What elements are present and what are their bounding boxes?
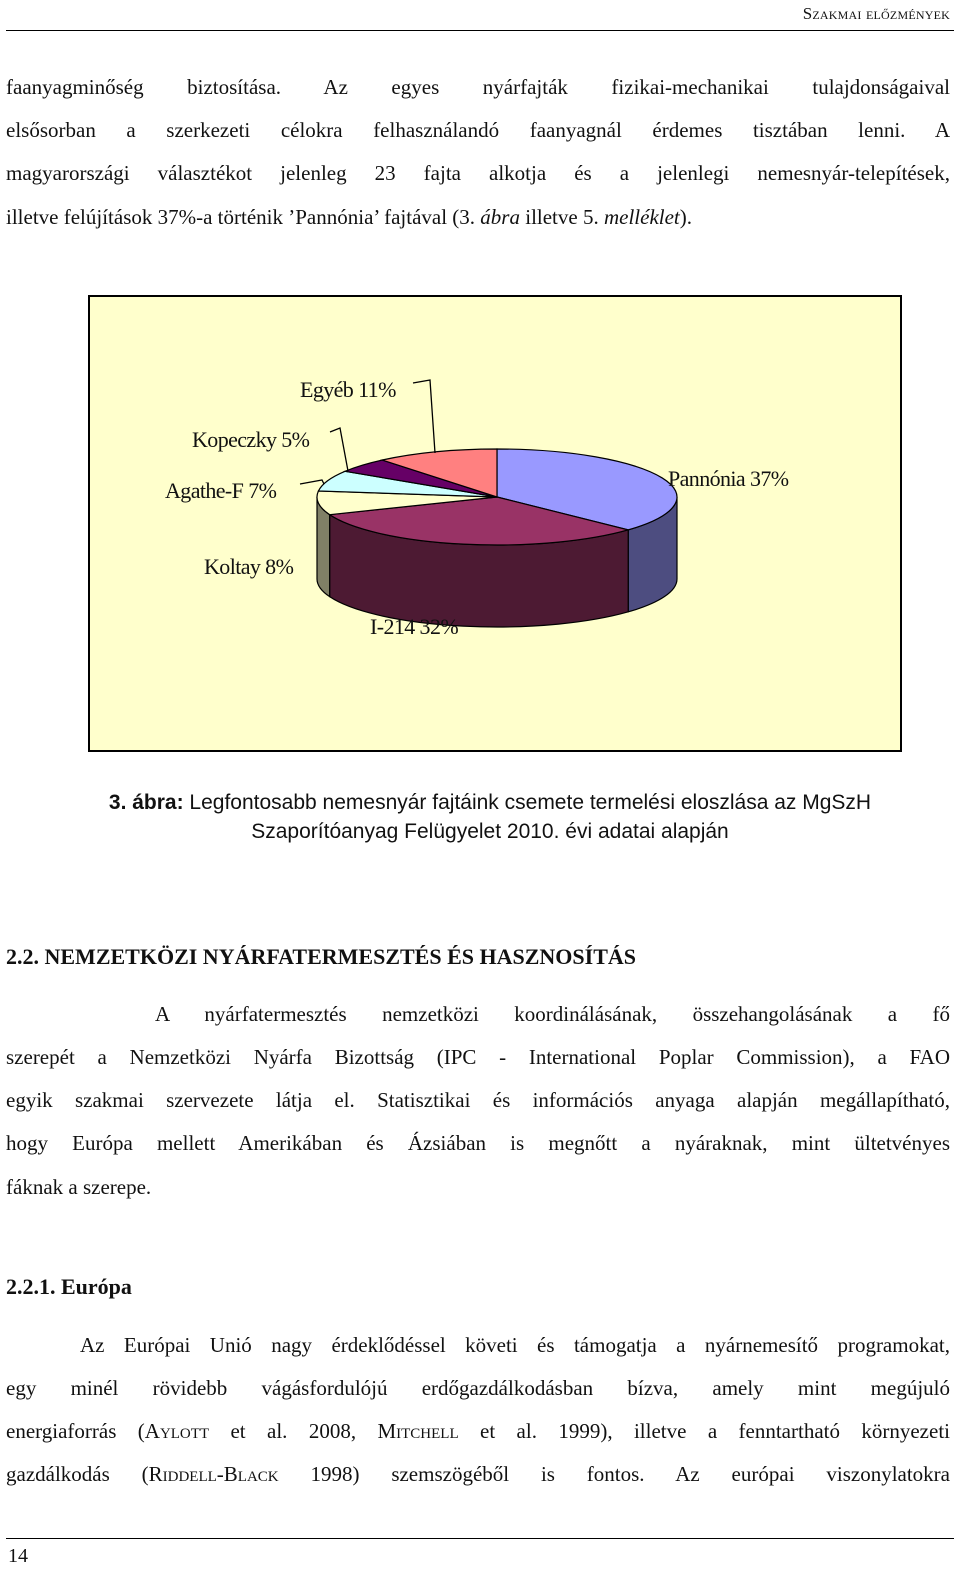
leader-line-egyéb [413, 380, 435, 453]
paragraph-line: szerepét a Nemzetközi Nyárfa Bizottság (IPC - International Poplar Commission), a FAO [6, 1045, 950, 1069]
text: et al. 1999), illetve a fenntartható környezeti [458, 1419, 950, 1443]
intro-text: ). [679, 205, 693, 229]
paragraph-line [6, 1453, 950, 1496]
text: gazdálkodás (R [6, 1462, 163, 1486]
footer-rule [6, 1538, 954, 1539]
pie-chart-frame [88, 295, 902, 752]
paragraph-line-last: fáknak a szerepe. [6, 1175, 152, 1199]
figure-number: 3. ábra: [108, 791, 184, 814]
figure-caption-line1 [0, 788, 960, 817]
figure-caption-line2: Szaporítóanyag Felügyelet 2010. évi adatai alapján [251, 820, 729, 843]
header-rule [6, 30, 954, 31]
paragraph-line: egyik szakmai szervezete látja el. Statisztikai és információs anyaga alapján megállapítható, [6, 1088, 950, 1112]
intro-text: illetve felújítások 37%-a történik ’Pannónia’ fajtával (3. [6, 205, 481, 229]
intro-line: faanyagminőség biztosítása. Az egyes nyárfajták fizikai-mechanikai tulajdonságaival [6, 75, 950, 99]
paragraph-line: Az Európai Unió nagy érdeklődéssel követi és támogatja a nyárnemesítő programokat, [80, 1333, 950, 1357]
text: et al. 2008, M [209, 1419, 397, 1443]
text: energiaforrás (A [6, 1419, 160, 1443]
author-name: lack [237, 1462, 279, 1486]
intro-line: elsősorban a szerkezeti célokra felhasználandó faanyagnál érdemes tisztában lenni. A [6, 118, 950, 142]
leader-line-kopeczky [330, 428, 348, 471]
paragraph-line: hogy Európa mellett Amerikában és Ázsiában is megnőtt a nyáraknak, mint ültetvényes [6, 1131, 950, 1155]
leader-line-agathe-f [300, 480, 324, 484]
caption-text: Legfontosabb nemesnyár fajtáink csemete termelési eloszlása az MgSzH [183, 791, 872, 814]
pie-label-i-214: I-214 32% [370, 614, 459, 640]
pie-chart [90, 297, 900, 750]
pie-label-agathe-f: Agathe-F 7% [165, 478, 277, 504]
intro-text: illetve 5. [519, 205, 604, 229]
intro-line-last [6, 196, 950, 239]
paragraph-line: A nyárfatermesztés nemzetközi koordinálásának, összehangolásának a fő [155, 1002, 950, 1026]
subsection-heading: 2.2.1. Európa [6, 1274, 132, 1299]
pie-label-pannónia: Pannónia 37% [668, 466, 789, 492]
pie-label-kopeczky: Kopeczky 5% [192, 427, 310, 453]
author-name: ylott [159, 1419, 210, 1443]
section-heading: 2.2. NEMZETKÖZI NYÁRFATERMESZTÉS ÉS HASZNOSÍTÁS [6, 944, 636, 969]
paragraph-line: egy minél rövidebb vágásfordulójú erdőgazdálkodásban bízva, amely mint megújuló [6, 1376, 950, 1400]
author-name: itchell [396, 1419, 459, 1443]
text: -B [216, 1462, 238, 1486]
running-title: Szakmai előzmények [802, 4, 950, 23]
running-header [803, 4, 950, 24]
pie-label-egyéb: Egyéb 11% [300, 377, 396, 403]
pie-label-koltay: Koltay 8% [204, 554, 294, 580]
intro-line: magyarországi választékot jelenleg 23 fajta alkotja és a jelenlegi nemesnyár-telepítések, [6, 161, 950, 185]
author-name: iddell [162, 1462, 217, 1486]
page-number: 14 [8, 1545, 28, 1567]
figure-reference: ábra [480, 205, 520, 229]
paragraph-line [6, 1410, 950, 1453]
appendix-reference: melléklet [603, 205, 680, 229]
text: 1998) szemszögéből is fontos. Az európai viszonylatokra [278, 1462, 950, 1486]
